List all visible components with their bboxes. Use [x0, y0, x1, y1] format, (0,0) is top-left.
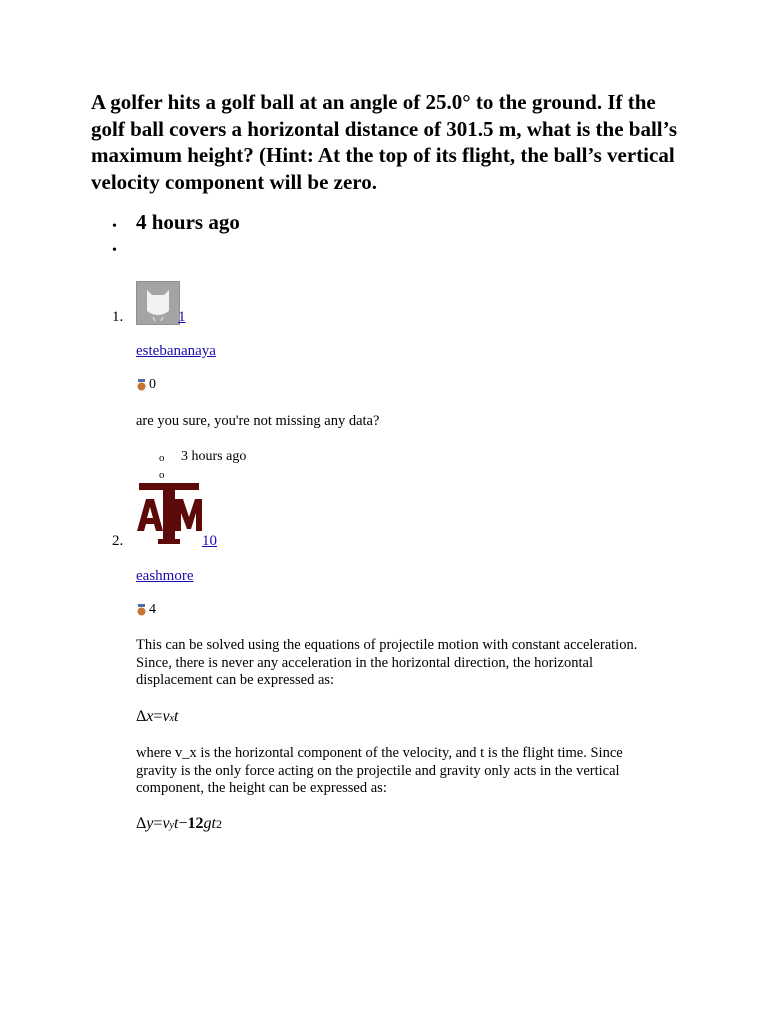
answer-body: are you sure, you're not missing any data? [136, 413, 380, 429]
eq-var: t [174, 708, 179, 725]
eq-subscript: x [169, 713, 174, 724]
username-link[interactable]: estebananaya [136, 343, 216, 359]
texas-am-logo [136, 481, 202, 547]
eq-var: x [146, 708, 154, 725]
question-text: A golfer hits a golf ball at an angle of 25.0° to the ground. If the golf ball covers a horizontal distance of 301.5 m, what is the ball’s maximum height? (Hint: At the top of its flight, the ball’s vertical velocity component will be zero. [91, 90, 678, 194]
eq-sign: = [153, 708, 163, 725]
vote-count-link[interactable]: 10 [202, 533, 217, 549]
answer-number: 2. [112, 533, 124, 549]
answer-timestamp: 3 hours ago [181, 449, 247, 464]
eq-sign: − [178, 815, 188, 832]
avatar[interactable] [136, 281, 180, 330]
user-score [136, 602, 156, 618]
eq-var: gt [203, 815, 216, 832]
eq-var: t [174, 815, 179, 832]
eq-symbol: Δ [136, 708, 147, 725]
circle-bullet: o [159, 469, 165, 481]
vote-count-link[interactable]: 1 [178, 309, 186, 325]
eq-sign: = [153, 815, 163, 832]
medal-icon [136, 604, 147, 616]
score-value: 4 [149, 602, 156, 617]
eq-fraction: 12 [187, 815, 204, 832]
circle-bullet: o [159, 452, 165, 464]
answer-number: 1. [112, 309, 124, 325]
answer-paragraph: where v_x is the horizontal component of the velocity, and t is the flight time. Since gravity is the only force acting on the projectile and gravity only acts in the vertical component, the height can be expressed as: [136, 745, 623, 796]
bullet: • [112, 219, 117, 234]
bullet: • [112, 243, 117, 258]
eq-var: v [162, 708, 170, 725]
medal-icon [136, 379, 147, 391]
question-timestamp: 4 hours ago [136, 210, 240, 234]
username-link[interactable]: eashmore [136, 568, 194, 584]
equation-horizontal [136, 708, 178, 726]
avatar[interactable] [136, 481, 202, 552]
equation-vertical [136, 815, 222, 833]
eq-subscript: y [169, 820, 174, 831]
eq-var: v [162, 815, 170, 832]
owl-avatar-icon [136, 281, 180, 325]
answer-paragraph: This can be solved using the equations of projectile motion with constant acceleration. Since, there is never any acceleration in the horizontal direction, the horizontal displacement can be expressed as: [136, 637, 638, 688]
eq-var: y [146, 815, 154, 832]
eq-symbol: Δ [136, 815, 147, 832]
score-value: 0 [149, 377, 156, 392]
user-score [136, 377, 156, 393]
eq-exponent: 2 [215, 817, 222, 831]
